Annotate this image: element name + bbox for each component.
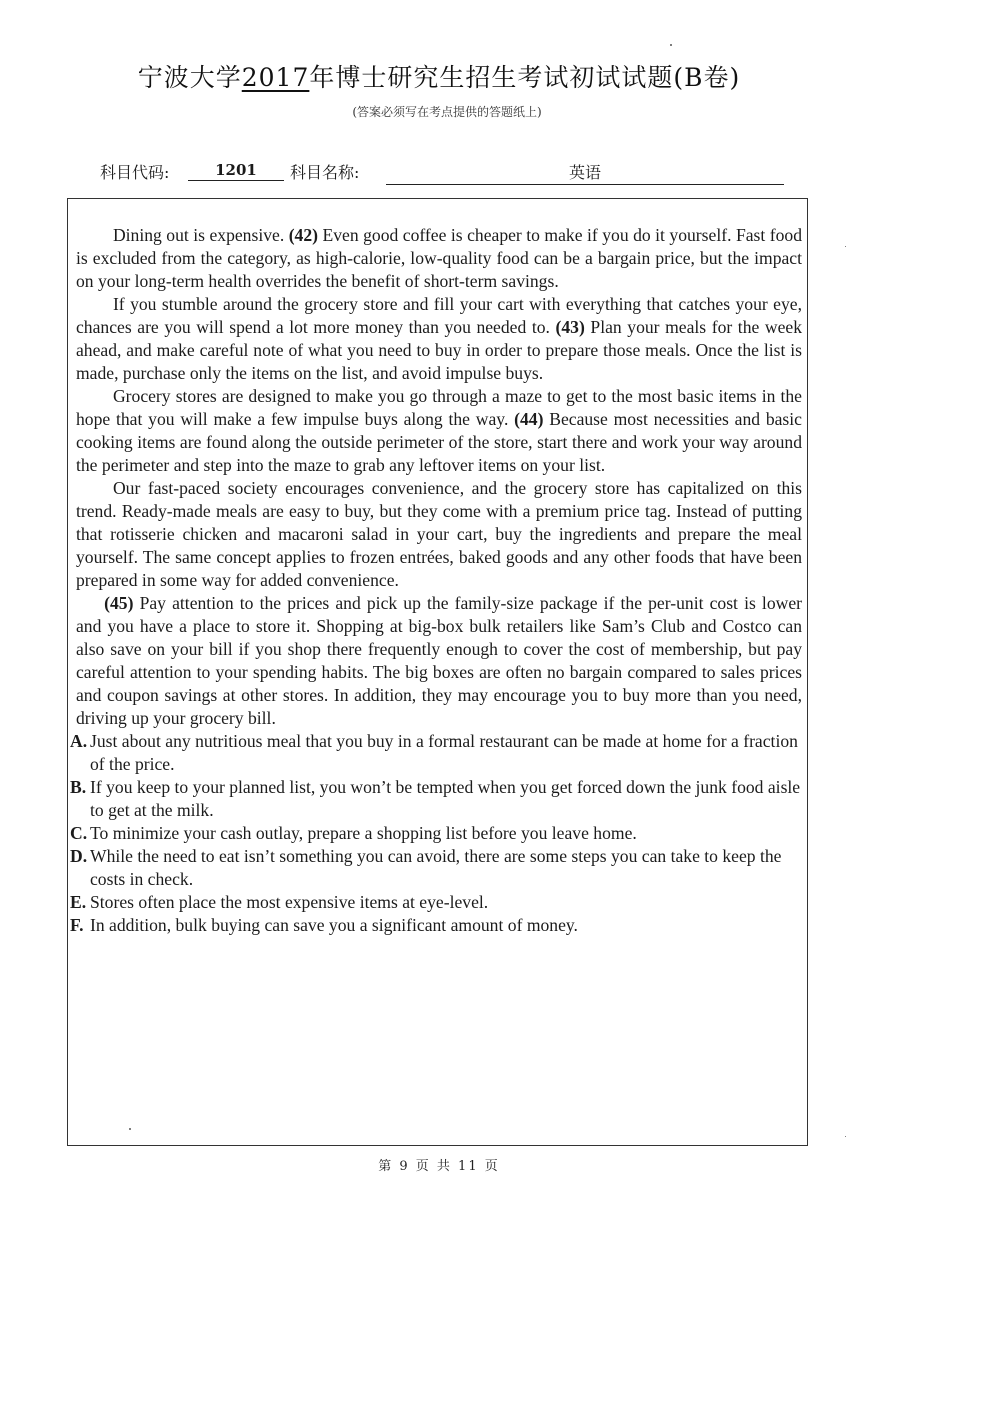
blank-marker-42: (42) [288, 225, 319, 245]
option-letter: D. [70, 846, 88, 866]
passage-paragraph: Our fast-paced society encourages convenience, and the grocery store has capitalized on this trend. Ready-made meals are easy to buy, but they come with a premium price tag. Instead of putting that rotisserie chicken and macaroni salad in your cart, buy the ingredients and prepare the meal yourself. The same concept applies to frozen entrées, baked goods and any other foods that have been prepared in some way for added convenience. [76, 478, 802, 590]
page-number: 第 9 页 共 11 页 [378, 1159, 500, 1174]
option-f [70, 914, 802, 937]
option-e [70, 891, 802, 914]
passage-paragraph: If you stumble around the grocery store and fill your cart with everything that catches your eye, chances are you will spend a lot more money than you needed to. (43) Plan your meals for the week ahead, and make careful note of what you need to buy in order to prepare those meals. Once the list is made, purchase only the items on the list, and avoid impulse buys. [76, 294, 803, 383]
passage-paragraph: Grocery stores are designed to make you go through a maze to get to the most basic items in the hope that you will make a few impulse buys along the way. (44) Because most necessities and basic cooking items are found along the outside perimeter of the store, start there and work your way around the perimeter and step into the maze to grab any leftover items on your list. [76, 386, 802, 475]
blank-marker-45: (45) [104, 593, 134, 613]
scan-speck [845, 1136, 846, 1137]
option-text: If you keep to your planned list, you won’t be tempted when you get forced down the junk food aisle to get at the milk. [90, 777, 801, 820]
option-letter: A. [70, 731, 88, 751]
passage-paragraph: (45) Pay attention to the prices and pick up the family-size package if the per-unit cost is lower and you have a place to store it. Shopping at big-box bulk retailers like Sam’s Club and Costco can also save on your bill if you shop there frequently enough to cover the cost of membership, but pay careful attention to your spending habits. The big boxes are often no bargain compared to sales prices and coupon savings at other stores. In addition, they may encourage you to buy more than you need, driving up your grocery bill. [76, 593, 802, 728]
title-suffix: 年博士研究生招生考试初试试题(B卷) [309, 63, 741, 92]
exam-title [0, 58, 878, 94]
scan-speck [670, 44, 672, 46]
subject-name-label: 科目名称: [290, 163, 360, 182]
passage-content [70, 224, 803, 937]
title-year: 2017 [241, 63, 310, 92]
option-text: While the need to eat isn’t something you can avoid, there are some steps you can take to keep the costs in check. [90, 846, 782, 889]
option-letter: C. [70, 823, 88, 843]
subject-code: 1201 [188, 161, 284, 181]
passage-paragraph: Dining out is expensive. (42) Even good coffee is cheaper to make if you do it yourself. Fast food is excluded from the category, as high-calorie, low-quality food can be a bargain price, but the impact on your long-term health overrides the benefit of short-term savings. [76, 225, 802, 291]
option-text: To minimize your cash outlay, prepare a shopping list before you leave home. [90, 823, 637, 843]
title-prefix: 宁波大学 [137, 63, 242, 92]
option-letter: F. [70, 915, 84, 935]
scan-speck [129, 1128, 131, 1130]
option-d [70, 845, 802, 891]
option-letter: E. [70, 892, 87, 912]
subject-row [100, 158, 790, 184]
scan-speck [845, 246, 846, 247]
subject-code-label: 科目代码: [100, 163, 170, 182]
option-text: In addition, bulk buying can save you a significant amount of money. [90, 915, 578, 935]
subject-name: 英语 [386, 160, 784, 185]
blank-marker-44: (44) [514, 409, 544, 429]
option-b [70, 776, 802, 822]
blank-marker-43: (43) [555, 317, 585, 337]
option-letter: B. [70, 777, 87, 797]
option-c [70, 822, 802, 845]
option-text: Just about any nutritious meal that you buy in a formal restaurant can be made at home for a fraction of the price. [90, 731, 798, 774]
answer-options [70, 730, 802, 937]
option-text: Stores often place the most expensive items at eye-level. [90, 892, 489, 912]
exam-instruction: (答案必须写在考点提供的答题纸上) [352, 105, 542, 119]
option-a [70, 730, 802, 776]
